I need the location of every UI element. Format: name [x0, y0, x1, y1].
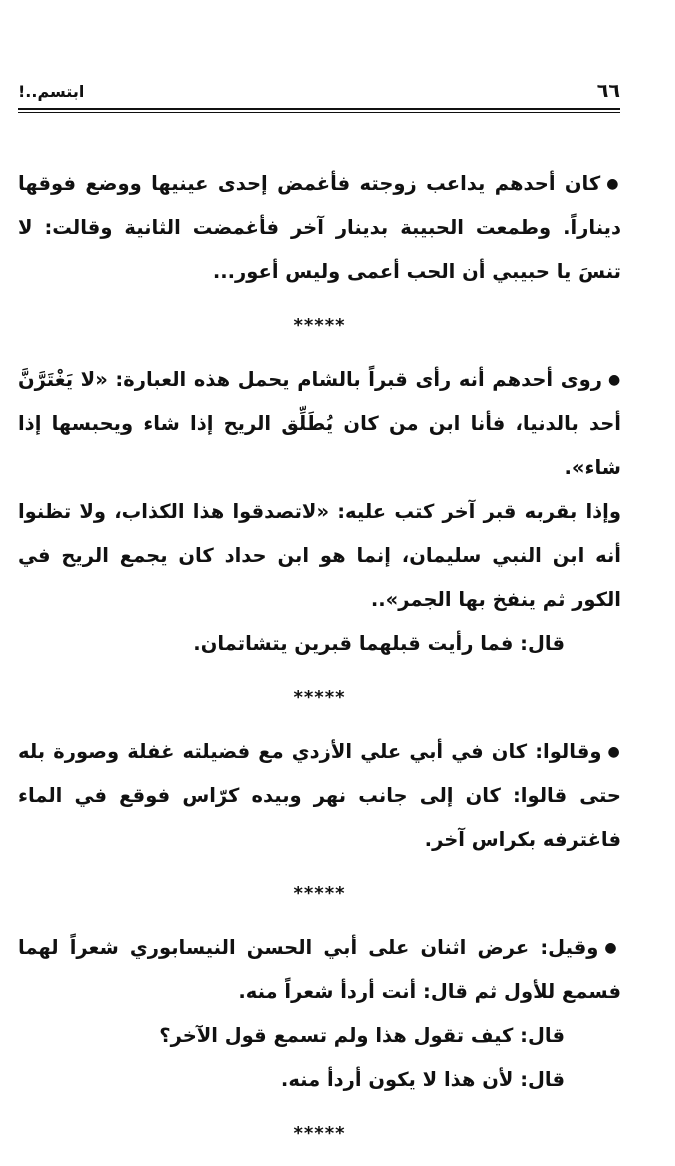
- paragraph-1: [18, 162, 621, 294]
- section-separator: *****: [293, 1123, 346, 1144]
- page-header: [18, 80, 620, 114]
- section-separator: *****: [293, 687, 346, 708]
- paragraph-text: وقيل: عرض اثنان على أبي الحسن النيسابوري شعراً لهما فسمع للأول ثم قال: أنت أردأ شعراً منه.: [18, 936, 621, 1003]
- header-rule-thin: [18, 112, 620, 113]
- paragraph-text: وقالوا: كان في أبي علي الأزدي مع فضيلته غفلة وصورة بله حتى قالوا: كان إلى جانب نهر وبيده كرّاس فوقع في الماء فاغترفه بكراس آخر.: [18, 740, 621, 851]
- page-number: ٦٦: [596, 80, 620, 102]
- section-separator: *****: [293, 315, 346, 336]
- bullet-icon: ●: [607, 372, 621, 388]
- paragraph-7: قال: كيف تقول هذا ولم تسمع قول الآخر؟: [159, 1024, 565, 1047]
- paragraph-2: [18, 358, 621, 490]
- bullet-icon: ●: [607, 744, 621, 760]
- header-rule: [18, 108, 620, 110]
- running-title: ابتسم..!: [18, 82, 85, 101]
- paragraph-5: [18, 730, 621, 862]
- bullet-icon: ●: [606, 176, 621, 192]
- paragraph-3: وإذا بقربه قبر آخر كتب عليه: «لاتصدقوا هذا الكذاب، ولا تظنوا أنه ابن النبي سليمان، إنما هو ابن حداد كان يجمع الريح في الكور ثم ينفخ بها الجمر»..: [18, 500, 621, 611]
- section-separator: *****: [293, 883, 346, 904]
- paragraph-8: قال: لأن هذا لا يكون أردأ منه.: [280, 1068, 565, 1091]
- paragraph-text: روى أحدهم أنه رأى قبراً بالشام يحمل هذه العبارة: «لا يَغْتَرَّنَّ أحد بالدنيا، فأنا ابن من كان يُطَلِّق الريح إذا شاء ويحبسها إذا شاء».: [18, 368, 621, 479]
- paragraph-4: قال: فما رأيت قبلهما قبرين يتشاتمان.: [193, 632, 565, 655]
- paragraph-text: كان أحدهم يداعب زوجته فأغمض إحدى عينيها ووضع فوقها ديناراً. وطمعت الحبيبة بدينار آخر فأغمضت الثانية وقالت: لا تنسَ يا حبيبي أن الحب أعمى وليس أعور...: [18, 172, 621, 283]
- body-text: [18, 162, 621, 1166]
- bullet-icon: ●: [604, 940, 622, 956]
- paragraph-6: [18, 926, 621, 1014]
